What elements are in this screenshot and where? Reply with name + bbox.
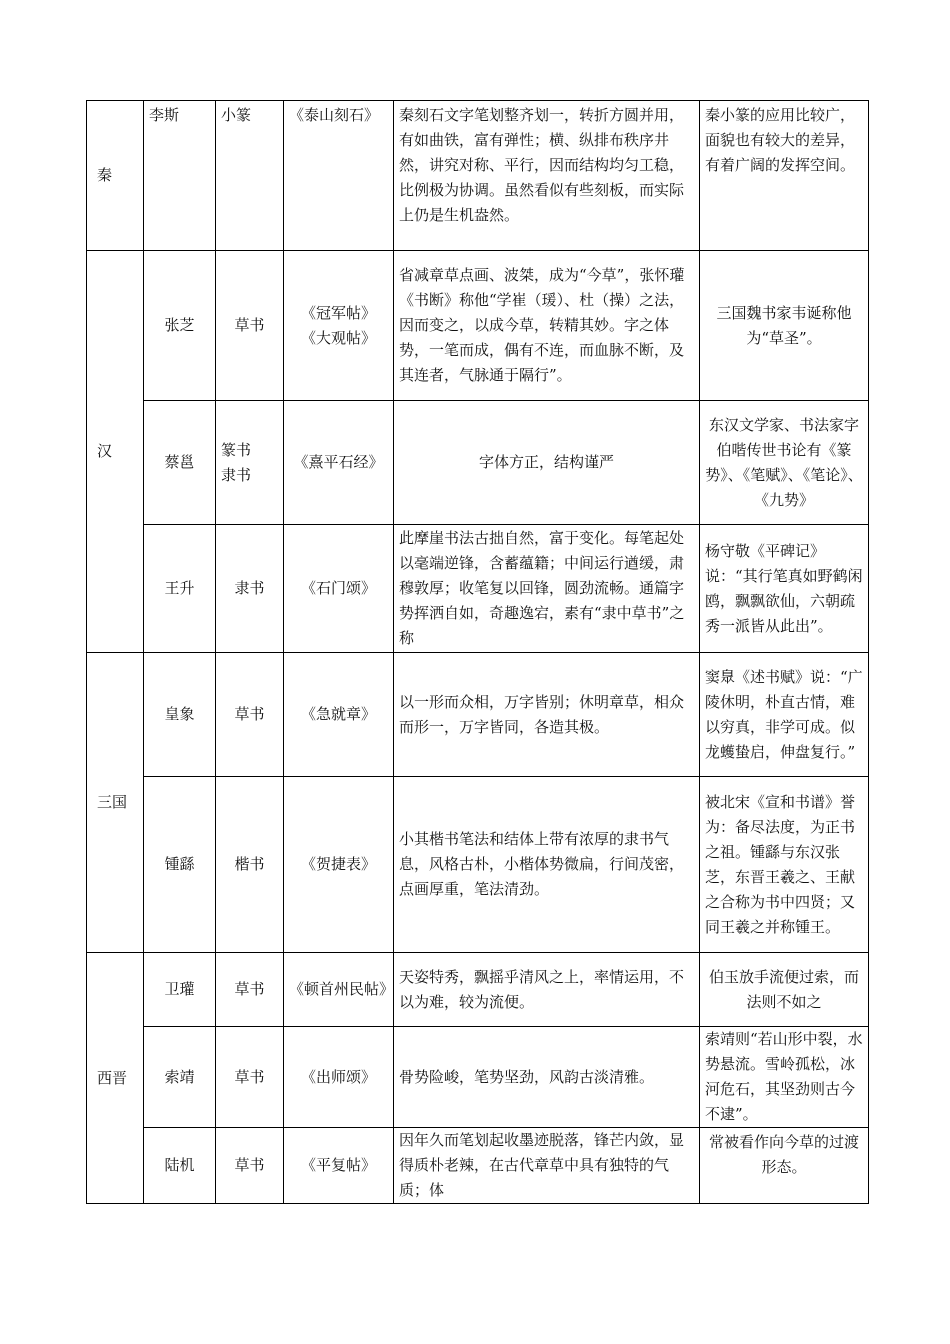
era-cell-xijin: 西晋 (87, 953, 144, 1204)
style-description: 此摩崖书法古拙自然，富于变化。每笔起处以毫端逆锋，含蓄蕴籍；中间运行遒缓，肃穆敦厚；收笔复以回锋，圆劲流畅。通篇字势挥洒自如，奇趣逸宕，素有“隶中草书”之称 (394, 525, 700, 653)
work-title: 《出师颂》 (284, 1027, 394, 1128)
style-description: 天姿特秀，飘摇乎清风之上，率情运用，不以为难，较为流便。 (394, 953, 700, 1027)
calligrapher-name: 李斯 (144, 101, 216, 251)
script-style: 草书 (216, 1027, 284, 1128)
work-title-line: 《冠军帖》 (300, 303, 376, 322)
table-row (87, 525, 869, 653)
style-description: 秦刻石文字笔划整齐划一，转折方圆并用，有如曲铁，富有弹性；横、纵排布秩序井然，讲究对称、平行，因而结构均匀工稳，比例极为协调。虽然看似有些刻板，而实际上仍是生机盎然。 (394, 101, 700, 251)
remark-cell: 三国魏书家韦诞称他为“草圣”。 (700, 251, 869, 401)
era-cell-qin: 秦 (87, 101, 144, 251)
remark-cell: 秦小篆的应用比较广，面貌也有较大的差异，有着广阔的发挥空间。 (700, 101, 869, 251)
script-style: 草书 (216, 653, 284, 777)
script-style-line: 篆书 (221, 440, 252, 459)
table-row (87, 777, 869, 953)
table-row (87, 101, 869, 251)
calligrapher-name: 皇象 (144, 653, 216, 777)
style-description: 小其楷书笔法和结体上带有浓厚的隶书气息，风格古朴，小楷体势微扁，行间茂密，点画厚重，笔法清劲。 (394, 777, 700, 953)
calligrapher-name: 王升 (144, 525, 216, 653)
work-title: 《贺捷表》 (284, 777, 394, 953)
style-description: 以一形而众相，万字皆别；休明章草，相众而形一，万字皆同，各造其极。 (394, 653, 700, 777)
work-title: 《石门颂》 (284, 525, 394, 653)
era-cell-sanguo: 三国 (87, 653, 144, 953)
calligrapher-name: 蔡邕 (144, 401, 216, 525)
table-row (87, 401, 869, 525)
script-style (216, 401, 284, 525)
style-description: 省减章草点画、波桀，成为“今草”，张怀瓘《书断》称他“学崔（瑗）、杜（操）之法，因而变之，以成今草，转精其妙。字之体势，一笔而成，偶有不连，而血脉不断，及其连者，气脉通于隔行”。 (394, 251, 700, 401)
work-title: 《平复帖》 (284, 1128, 394, 1204)
work-title: 《顿首州民帖》 (284, 953, 394, 1027)
calligrapher-name: 陆机 (144, 1128, 216, 1204)
calligrapher-name: 锺繇 (144, 777, 216, 953)
calligraphy-table (86, 100, 869, 1204)
work-title: 《熹平石经》 (284, 401, 394, 525)
calligrapher-name: 索靖 (144, 1027, 216, 1128)
remark-cell: 伯玉放手流便过索，而法则不如之 (700, 953, 869, 1027)
style-description: 字体方正，结构谨严 (394, 401, 700, 525)
remark-cell: 被北宋《宣和书谱》誉为：备尽法度，为正书之祖。锺繇与东汉张芝，东晋王羲之、王献之合称为书中四贤；又同王羲之并称锺王。 (700, 777, 869, 953)
table-row (87, 653, 869, 777)
script-style: 草书 (216, 251, 284, 401)
table-row (87, 1128, 869, 1204)
style-description: 因年久而笔划起收墨迹脱落，锋芒内敛，显得质朴老辣，在古代章草中具有独特的气质；体 (394, 1128, 700, 1204)
work-title (284, 251, 394, 401)
work-title: 《急就章》 (284, 653, 394, 777)
table-row (87, 251, 869, 401)
script-style: 楷书 (216, 777, 284, 953)
script-style: 草书 (216, 953, 284, 1027)
remark-cell: 常被看作向今草的过渡形态。 (700, 1128, 869, 1204)
script-style: 草书 (216, 1128, 284, 1204)
table-row (87, 953, 869, 1027)
remark-cell: 索靖则“若山形中裂，水势悬流。雪岭孤松，冰河危石，其坚劲则古今不逮”。 (700, 1027, 869, 1128)
calligrapher-name: 卫瓘 (144, 953, 216, 1027)
style-description: 骨势险峻，笔势坚劲，风韵古淡清雅。 (394, 1027, 700, 1128)
remark-cell: 杨守敬《平碑记》说：“其行笔真如野鹤闲鸥，飘飘欲仙，六朝疏秀一派皆从此出”。 (700, 525, 869, 653)
calligrapher-name: 张芝 (144, 251, 216, 401)
remark-cell: 窦臮《述书赋》说：“广陵休明，朴直古情，难以穷真，非学可成。似龙蠖蛰启，伸盘复行。” (700, 653, 869, 777)
era-cell-han: 汉 (87, 251, 144, 653)
work-title-line: 《大观帖》 (300, 328, 376, 347)
work-title: 《泰山刻石》 (284, 101, 394, 251)
script-style: 隶书 (216, 525, 284, 653)
script-style-line: 隶书 (221, 465, 252, 484)
table-row (87, 1027, 869, 1128)
script-style: 小篆 (216, 101, 284, 251)
remark-cell: 东汉文学家、书法家字伯喈传世书论有《篆势》、《笔赋》、《笔论》、《九势》 (700, 401, 869, 525)
